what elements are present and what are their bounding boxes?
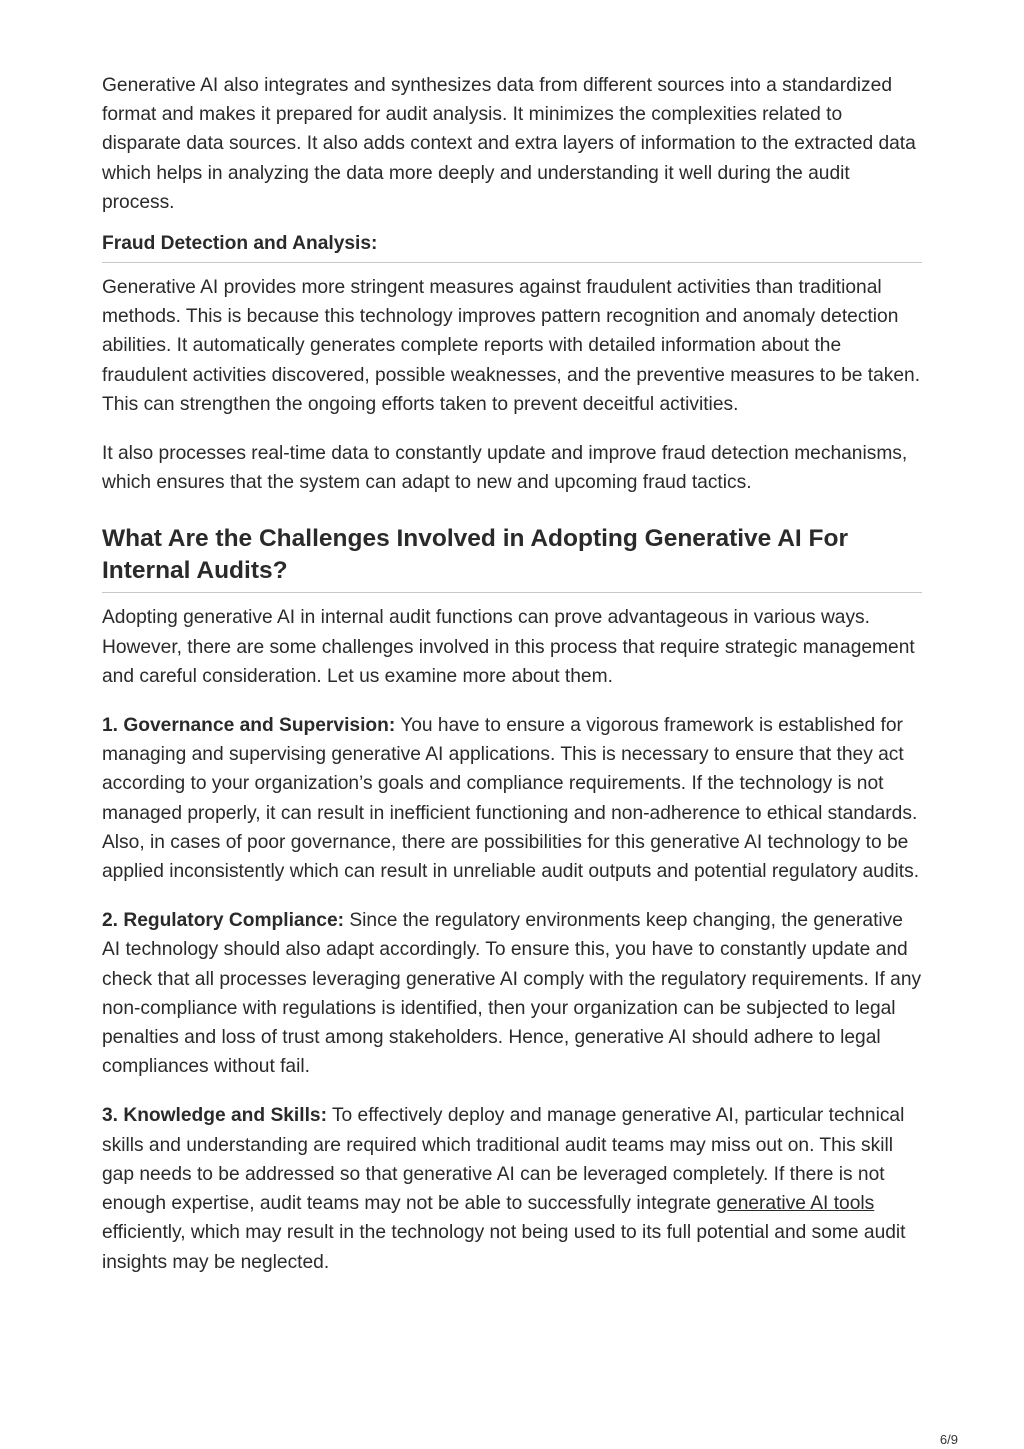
fraud-paragraph-1: Generative AI provides more stringent measures against fraudulent activities than traditional methods. This is because this technology improves pattern recognition and anomaly detection abilities. It automatically generates complete reports with detailed information about the fraudulent activities discovered, possible weaknesses, and the preventive measures to be taken. This can strengthen the ongoing efforts taken to prevent deceitful activities. [102, 277, 921, 415]
challenge-text: To effectively deploy and manage generative AI, particular technical skills and understanding are required which traditional audit teams may miss out on. This skill gap needs to be addressed so that generative AI can be leveraged completely. If there is not enough expertise, audit teams may not be able to successfully integrate [102, 1105, 905, 1215]
fraud-paragraph-2: It also processes real-time data to constantly update and improve fraud detection mechanisms, which ensures that the system can adapt to new and upcoming fraud tactics. [102, 443, 908, 494]
intro-paragraph: Generative AI also integrates and synthesizes data from different sources into a standardized format and makes it prepared for audit analysis. It minimizes the complexities related to disparate data sources. It also adds context and extra layers of information to the extracted data which helps in analyzing the data more deeply and understanding it well during the audit process. [102, 75, 916, 213]
challenge-item-knowledge [102, 1101, 922, 1276]
page-number: 6/9 [939, 1432, 958, 1447]
challenge-text: You have to ensure a vigorous framework is established for managing and supervising generative AI applications. This is necessary to ensure that they act according to your organization’s goals and compliance requirements. If the technology is not managed properly, it can result in inefficient functioning and non-adherence to ethical standards. Also, in cases of poor governance, there are possibilities for this generative AI technology to be applied inconsistently which can result in unreliable audit outputs and potential regulatory audits. [102, 715, 920, 883]
challenge-text: Since the regulatory environments keep changing, the generative AI technology should also adapt accordingly. To ensure this, you have to constantly update and check that all processes leveraging generative AI comply with the regulatory requirements. If any non-compliance with regulations is identified, then your organization can be subjected to legal penalties and loss of trust among stakeholders. Hence, generative AI should adhere to legal compliances without fail. [102, 910, 922, 1078]
challenges-intro: Adopting generative AI in internal audit functions can prove advantageous in various ways. However, there are some challenges involved in this process that require strategic management and careful consideration. Let us examine more about them. [102, 607, 915, 687]
challenge-item-regulatory [102, 906, 922, 1081]
generative-ai-tools-link[interactable]: generative AI tools [716, 1193, 875, 1215]
fraud-heading: Fraud Detection and Analysis: [102, 231, 922, 263]
challenge-text: efficiently, which may result in the technology not being used to its full potential and some audit insights may be neglected. [102, 1222, 906, 1273]
challenge-label: 1. Governance and Supervision: [102, 715, 396, 737]
challenge-item-governance [102, 711, 922, 886]
document-page [102, 71, 922, 1277]
challenge-label: 2. Regulatory Compliance: [102, 910, 345, 932]
challenges-heading: What Are the Challenges Involved in Adopting Generative AI For Internal Audits? [102, 523, 922, 593]
challenge-label: 3. Knowledge and Skills: [102, 1105, 327, 1127]
